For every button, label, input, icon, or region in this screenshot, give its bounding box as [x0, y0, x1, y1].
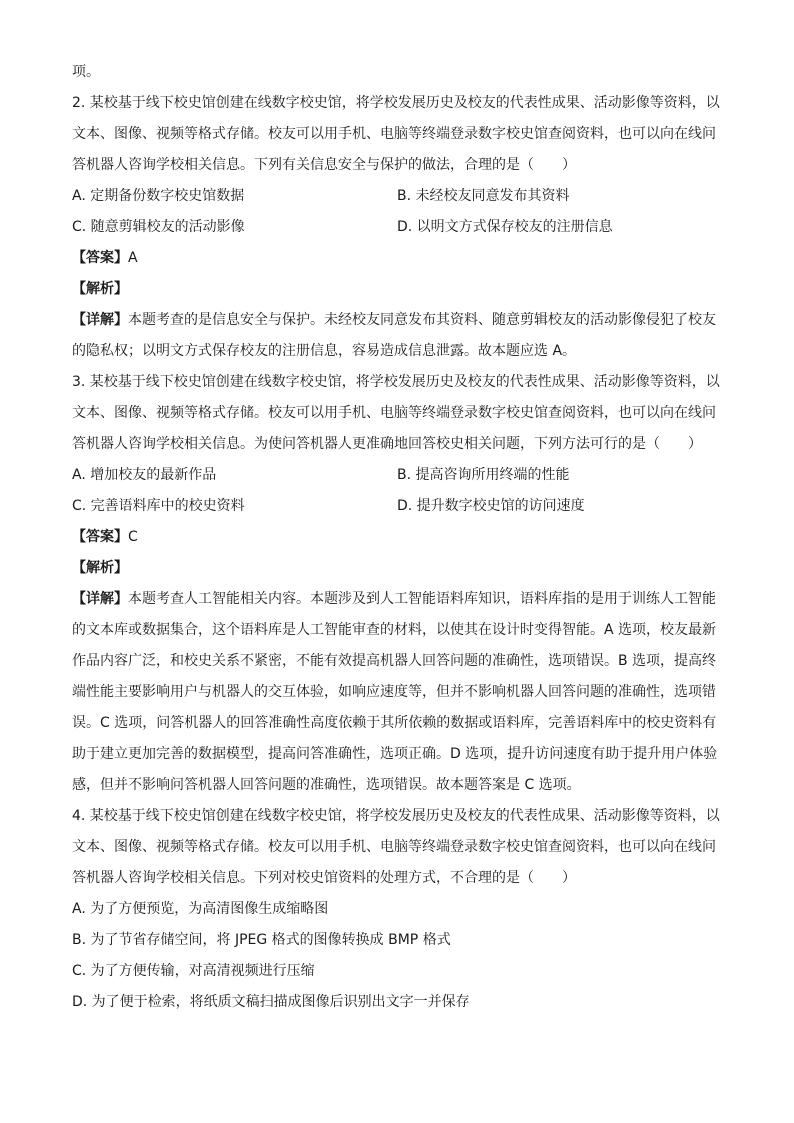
q3-stem-line-3: 答机器人咨询学校相关信息。为使问答机器人更准确地回答校史相关问题，下列方法可行的是（ ） — [72, 436, 702, 452]
q3-option-b: B. 提高咨询所用终端的性能 — [397, 467, 570, 483]
q3-options-row-1 — [72, 465, 722, 496]
q4-option-b: B. 为了节省存储空间，将 JPEG 格式的图像转换成 BMP 格式 — [72, 932, 451, 948]
q3-option-d: D. 提升数字校史馆的访问速度 — [397, 498, 585, 514]
q3-stem-line-2: 文本、图像、视频等格式存储。校友可以用手机、电脑等终端登录数字校史馆查阅资料，也可以向在线问 — [72, 405, 716, 421]
q3-option-a: A. 增加校友的最新作品 — [72, 467, 217, 483]
q3-detail-line-5: 误。C 选项，问答机器人的回答准确性高度依赖于其所依赖的数据或语料库，完善语料库中的校史资料有 — [72, 715, 717, 731]
q2-option-c: C. 随意剪辑校友的活动影像 — [72, 219, 245, 235]
q2-answer-tag: 【答案】 — [72, 250, 128, 266]
q4-stem-line-1: 4. 某校基于线下校史馆创建在线数字校史馆，将学校发展历史及校友的代表性成果、活动影像等资料，以 — [72, 808, 720, 824]
q3-detail-text-1: 本题考查人工智能相关内容。本题涉及到人工智能语料库知识，语料库指的是用于训练人工智能 — [128, 591, 716, 607]
q4-option-a: A. 为了方便预览，为高清图像生成缩略图 — [72, 901, 329, 917]
q3-detail-line-4: 端性能主要影响用户与机器人的交互体验，如响应速度等，但并不影响机器人回答问题的准确性，选项错 — [72, 684, 716, 700]
q4-stem-line-3: 答机器人咨询学校相关信息。下列对校史馆资料的处理方式，不合理的是（ ） — [72, 870, 576, 886]
q3-answer-tag: 【答案】 — [72, 529, 128, 545]
q2-option-d: D. 以明文方式保存校友的注册信息 — [397, 219, 613, 235]
q3-analysis-tag: 【解析】 — [72, 560, 128, 576]
q3-option-c: C. 完善语料库中的校史资料 — [72, 498, 245, 514]
q3-detail-line-2: 的文本库或数据集合，这个语料库是人工智能审查的材料，以使其在设计时变得智能。A 选项，校友最新 — [72, 622, 717, 638]
q3-analysis — [72, 558, 722, 589]
q2-stem-line-3: 答机器人咨询学校相关信息。下列有关信息安全与保护的做法，合理的是（ ） — [72, 157, 576, 173]
q1-tail: 项。 — [72, 64, 100, 80]
q2-stem-line-1: 2. 某校基于线下校史馆创建在线数字校史馆，将学校发展历史及校友的代表性成果、活动影像等资料，以 — [72, 95, 720, 111]
q3-detail-line-6: 助于建立更加完善的数据模型，提高问答准确性，选项正确。D 选项，提升访问速度有助于提升用户体验 — [72, 746, 718, 762]
q2-options-row-1 — [72, 186, 722, 217]
q3-detail-line-1 — [72, 589, 722, 620]
q4-option-d: D. 为了便于检索，将纸质文稿扫描成图像后识别出文字一并保存 — [72, 994, 470, 1010]
q3-detail-line-3: 作品内容广泛，和校史关系不紧密，不能有效提高机器人回答问题的准确性，选项错误。B 选项，提高终 — [72, 653, 717, 669]
q3-detail-tag: 【详解】 — [72, 591, 128, 607]
q2-option-a: A. 定期备份数字校史馆数据 — [72, 188, 245, 204]
q2-stem-line-2: 文本、图像、视频等格式存储。校友可以用手机、电脑等终端登录数字校史馆查阅资料，也可以向在线问 — [72, 126, 716, 142]
q2-detail-line-2: 的隐私权；以明文方式保存校友的注册信息，容易造成信息泄露。故本题应选 A。 — [72, 343, 577, 359]
q3-answer-value: C — [128, 529, 138, 545]
q2-detail-line-1 — [72, 310, 722, 341]
q2-detail-tag: 【详解】 — [72, 312, 128, 328]
q4-option-c: C. 为了方便传输，对高清视频进行压缩 — [72, 963, 315, 979]
q3-detail-line-7: 感，但并不影响问答机器人回答问题的准确性，选项错误。故本题答案是 C 选项。 — [72, 777, 581, 793]
q2-option-b: B. 未经校友同意发布其资料 — [397, 188, 570, 204]
q2-analysis — [72, 279, 722, 310]
q3-answer — [72, 527, 722, 558]
q2-detail-text-1: 本题考查的是信息安全与保护。未经校友同意发布其资料、随意剪辑校友的活动影像侵犯了校友 — [128, 312, 716, 328]
q2-options-row-2 — [72, 217, 722, 248]
q2-answer-value: A — [128, 250, 138, 266]
q3-stem-line-1: 3. 某校基于线下校史馆创建在线数字校史馆，将学校发展历史及校友的代表性成果、活动影像等资料，以 — [72, 374, 720, 390]
q3-options-row-2 — [72, 496, 722, 527]
q2-answer — [72, 248, 722, 279]
q4-stem-line-2: 文本、图像、视频等格式存储。校友可以用手机、电脑等终端登录数字校史馆查阅资料，也可以向在线问 — [72, 839, 716, 855]
document-page — [72, 62, 722, 1023]
q2-analysis-tag: 【解析】 — [72, 281, 128, 297]
